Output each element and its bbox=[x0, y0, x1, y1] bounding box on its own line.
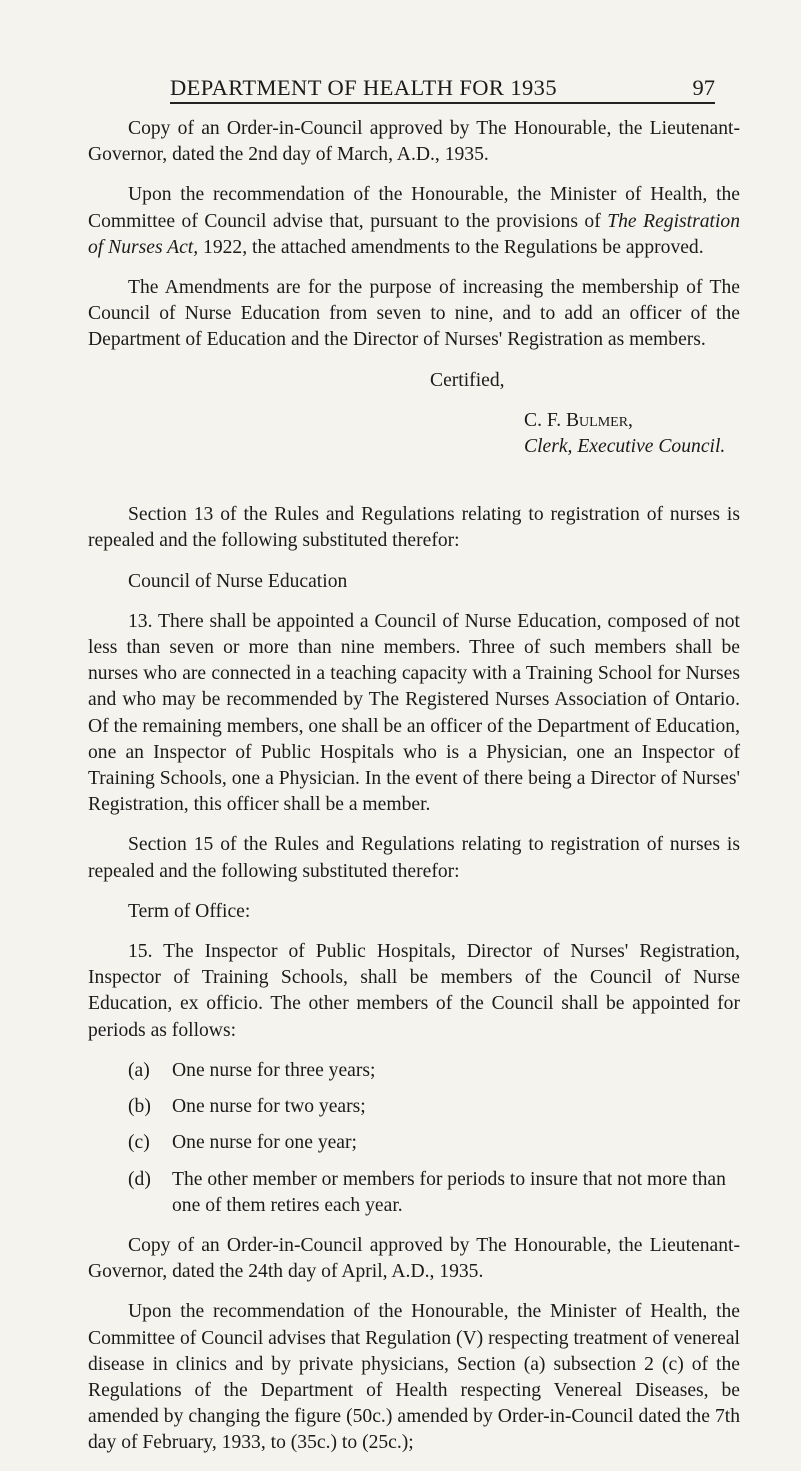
page-body bbox=[88, 116, 740, 1471]
section13-intro: Section 13 of the Rules and Regulations relating to registration of nurses is repealed and the following substituted therefor: bbox=[88, 504, 740, 552]
page-header bbox=[170, 70, 715, 104]
order1-recommendation bbox=[88, 182, 740, 261]
list-item bbox=[128, 1167, 740, 1219]
signer-name: C. F. Bulmer, bbox=[524, 409, 633, 431]
order1-amendments: The Amendments are for the purpose of increasing the membership of The Council of Nurse Education from seven to nine, and to add an officer of the Department of Education and the Director of Nurses' Registration as members. bbox=[88, 277, 740, 351]
item-label: (c) bbox=[128, 1132, 150, 1154]
signer-title: Clerk, Executive Council. bbox=[524, 436, 726, 458]
page-number: 97 bbox=[692, 75, 715, 100]
order1-rec-after: 1922, the attached amendments to the Regulations be approved. bbox=[198, 236, 704, 258]
order2-intro: Copy of an Order-in-Council approved by The Honourable, the Lieutenant-Governor, dated the 24th day of April, A.D., 1935. bbox=[88, 1234, 740, 1283]
section13-text: 13. There shall be appointed a Council of Nurse Education, composed of not less than seven or more than nine members. Three of such members shall be nurses who are connected in a teaching capacity with a Training School for Nurses and who may be recommended by The Registered Nurses Association of Ontario. Of the remaining members, one shall be an officer of the Department of Education, one an Inspector of Public Hospitals who is a Physician, one an Inspector of Training Schools, one a Physician. In the event of there being a Director of Nurses' Registration, this officer shall be a member. bbox=[88, 610, 740, 816]
item-text: One nurse for three years; bbox=[172, 1059, 376, 1081]
item-label: (d) bbox=[128, 1168, 151, 1190]
item-text: One nurse for one year; bbox=[172, 1132, 357, 1154]
item-label: (a) bbox=[128, 1059, 150, 1081]
list-item bbox=[128, 1094, 740, 1120]
list-item bbox=[128, 1058, 740, 1084]
section13-heading: Council of Nurse Education bbox=[128, 570, 348, 592]
list-item bbox=[128, 1130, 740, 1156]
order1-rec-act: The Registration of Nurses Act, bbox=[88, 210, 740, 258]
section15-text: 15. The Inspector of Public Hospitals, Director of Nurses' Registration, Inspector of Training Schools, shall be members of the Council of Nurse Education, ex officio. The other members of the Council shall be appointed for periods as follows: bbox=[88, 941, 740, 1041]
item-label: (b) bbox=[128, 1096, 151, 1118]
certified-label: Certified, bbox=[430, 369, 505, 391]
order2-recommendation: Upon the recommendation of the Honourable, the Minister of Health, the Committee of Council advises that Regulation (V) respecting treatment of venereal disease in clinics and by private physicians, Section (a) subsection 2 (c) of the Regulations of the Department of Health respecting Venereal Diseases, be amended by changing the figure (50c.) amended by Order-in-Council dated the 7th day of February, 1933, to (35c.) to (25c.); bbox=[88, 1301, 740, 1454]
item-text: The other member or members for periods to insure that not more than one of them retires each year. bbox=[172, 1168, 726, 1216]
item-text: One nurse for two years; bbox=[172, 1096, 366, 1118]
running-title: DEPARTMENT OF HEALTH FOR 1935 bbox=[170, 75, 557, 100]
order1-rec-before: Upon the recommendation of the Honourable, the Minister of Health, the Committee of Council advise that, pursuant to the provisions of bbox=[88, 184, 740, 232]
order1-intro: Copy of an Order-in-Council approved by The Honourable, the Lieutenant-Governor, dated the 2nd day of March, A.D., 1935. bbox=[88, 118, 740, 166]
section15-heading: Term of Office: bbox=[128, 900, 251, 922]
section15-intro: Section 15 of the Rules and Regulations relating to registration of nurses is repealed and the following substituted therefor: bbox=[88, 834, 740, 882]
